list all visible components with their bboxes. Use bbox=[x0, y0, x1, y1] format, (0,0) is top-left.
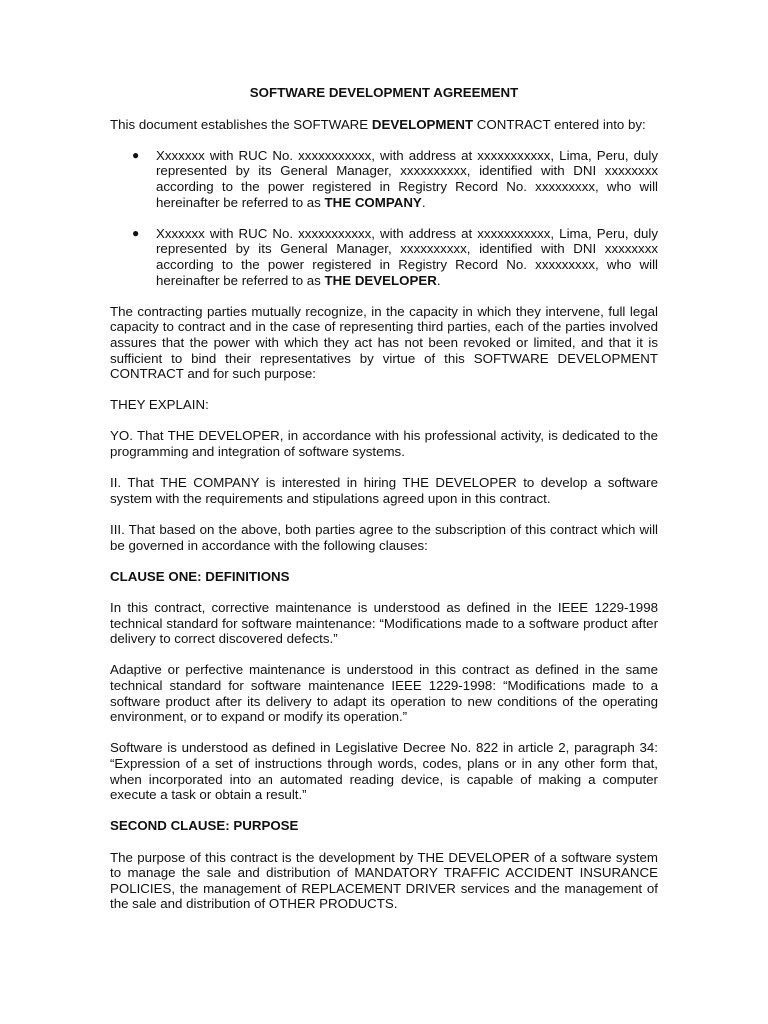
definition-corrective: In this contract, corrective maintenance is understood as defined in the IEEE 1229-1998 technical standard for software maintenance: “Modifications made to a software product after delivery to correct discovered defects.” bbox=[110, 600, 658, 647]
they-explain-label: THEY EXPLAIN: bbox=[110, 397, 209, 413]
explain-item-3: III. That based on the above, both parties agree to the subscription of this contract which will be governed in accordance with the following clauses: bbox=[110, 522, 658, 553]
party-end: . bbox=[436, 272, 441, 288]
party-role: THE DEVELOPER bbox=[324, 272, 437, 288]
explain-item-1: YO. That THE DEVELOPER, in accordance with his professional activity, is dedicated to the programming and integration of software systems. bbox=[110, 428, 658, 460]
party-role: THE COMPANY bbox=[324, 194, 422, 210]
party-company bbox=[110, 148, 658, 210]
recognition-paragraph: The contracting parties mutually recognize, in the capacity in which they intervene, full legal capacity to contract and in the case of representing third parties, each of the parties involved assures that the power with which they act has not been revoked or limited, and that it is sufficient to bind their representatives by virtue of this SOFTWARE DEVELOPMENT CONTRACT and for such purpose: bbox=[110, 303, 658, 382]
party-end: . bbox=[421, 194, 426, 210]
intro-paragraph bbox=[110, 117, 658, 133]
document-body bbox=[110, 85, 658, 927]
clause-one-heading: CLAUSE ONE: DEFINITIONS bbox=[110, 568, 290, 584]
document-title: SOFTWARE DEVELOPMENT AGREEMENT bbox=[249, 85, 519, 100]
intro-text-end: CONTRACT entered into by: bbox=[473, 116, 646, 132]
party-text: Xxxxxxx with RUC No. xxxxxxxxxxx, with address at xxxxxxxxxxx, Lima, Peru, duly represented by its General Manager, xxxxxxxxxx, identified with DNI xxxxxxxx according to the power registered in Registry Record No. xxxxxxxxx, who will hereinafter be referred to as bbox=[156, 147, 658, 210]
intro-text-start: This document establishes the SOFTWARE bbox=[110, 116, 372, 132]
intro-bold-word: DEVELOPMENT bbox=[371, 116, 474, 132]
definition-adaptive: Adaptive or perfective maintenance is understood in this contract as defined in the same technical standard for software maintenance IEEE 1229-1998: “Modifications made to a software product after its delivery to adapt its operation to new conditions of the operating environment, or to expand or modify its operation.” bbox=[110, 662, 658, 725]
party-developer bbox=[110, 226, 658, 288]
bullet-icon: ● bbox=[132, 147, 140, 162]
parties-list bbox=[110, 148, 658, 288]
bullet-icon: ● bbox=[132, 225, 140, 240]
definition-software: Software is understood as defined in Legislative Decree No. 822 in article 2, paragraph 34: “Expression of a set of instructions through words, codes, plans or in any other form that, when incorporated into an automated reading device, is capable of making a computer execute a task or obtain a result.” bbox=[110, 740, 658, 803]
party-text: Xxxxxxx with RUC No. xxxxxxxxxxx, with address at xxxxxxxxxxx, Lima, Peru, duly represented by its General Manager, xxxxxxxxxx, identified with DNI xxxxxxxx according to the power registered in Registry Record No. xxxxxxxxx, who will hereinafter be referred to as bbox=[156, 225, 658, 288]
clause-two-heading: SECOND CLAUSE: PURPOSE bbox=[110, 818, 299, 834]
explain-item-2: II. That THE COMPANY is interested in hiring THE DEVELOPER to develop a software system with the requirements and stipulations agreed upon in this contract. bbox=[110, 475, 658, 506]
purpose-paragraph: The purpose of this contract is the development by THE DEVELOPER of a software system to manage the sale and distribution of MANDATORY TRAFFIC ACCIDENT INSURANCE POLICIES, the management of REPLACEMENT DRIVER services and the management of the sale and distribution of OTHER PRODUCTS. bbox=[110, 849, 658, 912]
